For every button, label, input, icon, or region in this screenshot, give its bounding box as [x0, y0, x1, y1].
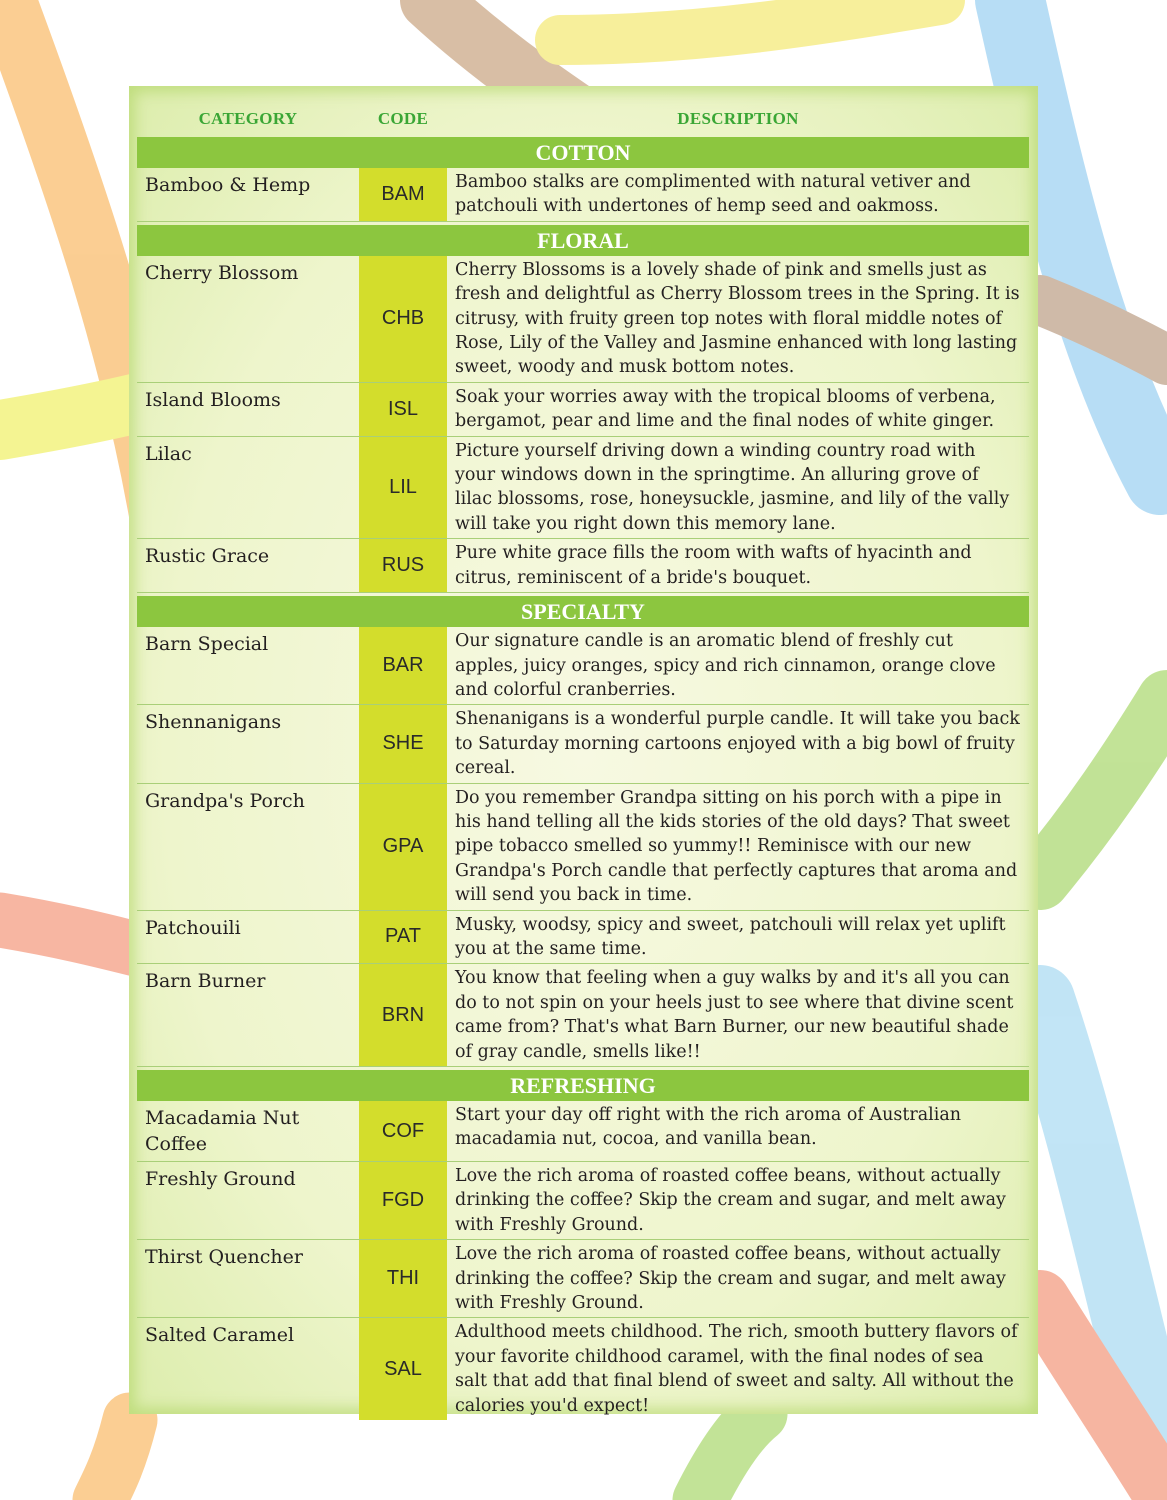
section-header: REFRESHING	[137, 1070, 1029, 1101]
table-row	[137, 911, 1029, 965]
category-cell: Shennanigans	[145, 711, 282, 734]
category-cell: Cherry Blossom	[145, 261, 299, 284]
code-column-header: CODE	[377, 109, 429, 128]
table-row	[137, 784, 1029, 911]
description-cell: Pure white grace fills the room with wafts of hyacinth and citrus, reminiscent of a bride's bouquet.	[455, 543, 972, 588]
code-cell: BAR	[359, 627, 447, 704]
code-cell: COF	[359, 1101, 447, 1161]
code-cell: SAL	[359, 1318, 447, 1420]
category-cell: Lilac	[145, 442, 192, 465]
category-cell: Barn Special	[145, 633, 269, 656]
section-header: FLORAL	[137, 225, 1029, 256]
category-cell: Grandpa's Porch	[145, 789, 305, 812]
category-cell: Thirst Quencher	[145, 1246, 303, 1269]
code-cell: PAT	[359, 911, 447, 964]
code-cell: BRN	[359, 964, 447, 1066]
table-row	[137, 964, 1029, 1067]
category-column-header: CATEGORY	[198, 109, 298, 128]
code-cell: GPA	[359, 784, 447, 910]
table-header	[137, 104, 1029, 134]
category-cell: Barn Burner	[145, 970, 266, 993]
fragrance-table	[137, 104, 1029, 1420]
category-cell: Freshly Ground	[145, 1168, 296, 1190]
description-cell: Cherry Blossoms is a lovely shade of pink and smells just as fresh and delightful as Cherry Blossom trees in the Spring. It is citrusy, with fruity green top notes with floral middle notes of Rose, Lily of the Valley and Jasmine enhanced with long lasting sweet, woody and musk bottom notes.	[455, 259, 1020, 378]
section-header: SPECIALTY	[137, 596, 1029, 627]
code-cell: LIL	[359, 437, 447, 539]
code-cell: SHE	[359, 705, 447, 782]
code-cell: CHB	[359, 256, 447, 382]
description-cell: Musky, woodsy, spicy and sweet, patchouli will relax yet uplift you at the same time.	[455, 914, 1006, 959]
category-cell: Rustic Grace	[145, 545, 270, 568]
table-row	[137, 437, 1029, 540]
description-cell: Bamboo stalks are complimented with natural vetiver and patchouli with undertones of hemp seed and oakmoss.	[455, 172, 971, 217]
description-cell: You know that feeling when a guy walks by and it's all you can do to not spin on your heels just to see where that divine scent came from? That's what Barn Burner, our new beautiful shade of gray candle, smells like!!	[455, 968, 1014, 1062]
code-cell: ISL	[359, 383, 447, 436]
description-cell: Start your day off right with the rich aroma of Australian macadamia nut, cocoa, and vanilla bean.	[455, 1105, 962, 1150]
code-cell: FGD	[359, 1162, 447, 1239]
table-row	[137, 1162, 1029, 1240]
table-row	[137, 256, 1029, 383]
category-cell: Bamboo & Hemp	[145, 174, 311, 196]
table-row	[137, 383, 1029, 437]
category-cell: Island Blooms	[145, 388, 281, 411]
table-row	[137, 627, 1029, 705]
code-cell: THI	[359, 1240, 447, 1317]
category-cell: Patchouili	[145, 916, 241, 939]
description-cell: Our signature candle is an aromatic blend of freshly cut apples, juicy oranges, spicy and rich cinnamon, orange clove and colorful cranberries.	[455, 631, 996, 700]
table-row	[137, 539, 1029, 593]
description-cell: Soak your worries away with the tropical blooms of verbena, bergamot, pear and lime and the final nodes of white ginger.	[455, 386, 996, 432]
category-cell: Macadamia Nut Coffee	[145, 1107, 300, 1155]
description-cell: Love the rich aroma of roasted coffee beans, without actually drinking the coffee? Skip the cream and sugar, and melt away with Freshly Ground.	[455, 1244, 1006, 1314]
category-cell: Salted Caramel	[145, 1324, 295, 1347]
description-cell: Do you remember Grandpa sitting on his porch with a pipe in his hand telling all the kids stories of the old days? That sweet pipe tobacco smelled so yummy!! Reminisce with our new Grandpa's Porch candle that perfectly captures that aroma and will send you back in time.	[455, 787, 1018, 906]
description-cell: Picture yourself driving down a winding country road with your windows down in the springtime. An alluring grove of lilac blossoms, rose, honeysuckle, jasmine, and lily of the vally will take you right down this memory lane.	[455, 440, 1010, 534]
description-cell: Love the rich aroma of roasted coffee beans, without actually drinking the coffee? Skip the cream and sugar, and melt away with Freshly Ground.	[455, 1166, 1006, 1235]
table-row	[137, 1318, 1029, 1420]
code-cell: BAM	[359, 168, 447, 221]
table-row	[137, 1240, 1029, 1318]
table-row	[137, 1101, 1029, 1162]
code-cell: RUS	[359, 539, 447, 592]
table-row	[137, 705, 1029, 783]
table-row	[137, 168, 1029, 222]
section-header: COTTON	[137, 137, 1029, 168]
description-column-header: DESCRIPTION	[677, 109, 799, 128]
description-cell: Shenanigans is a wonderful purple candle. It will take you back to Saturday morning cartoons enjoyed with a big bowl of fruity cereal.	[455, 709, 1020, 779]
description-cell: Adulthood meets childhood. The rich, smooth buttery flavors of your favorite childhood caramel, with the final nodes of sea salt that add that final blend of sweet and salty. All without the calories you'd expect!	[455, 1322, 1018, 1416]
